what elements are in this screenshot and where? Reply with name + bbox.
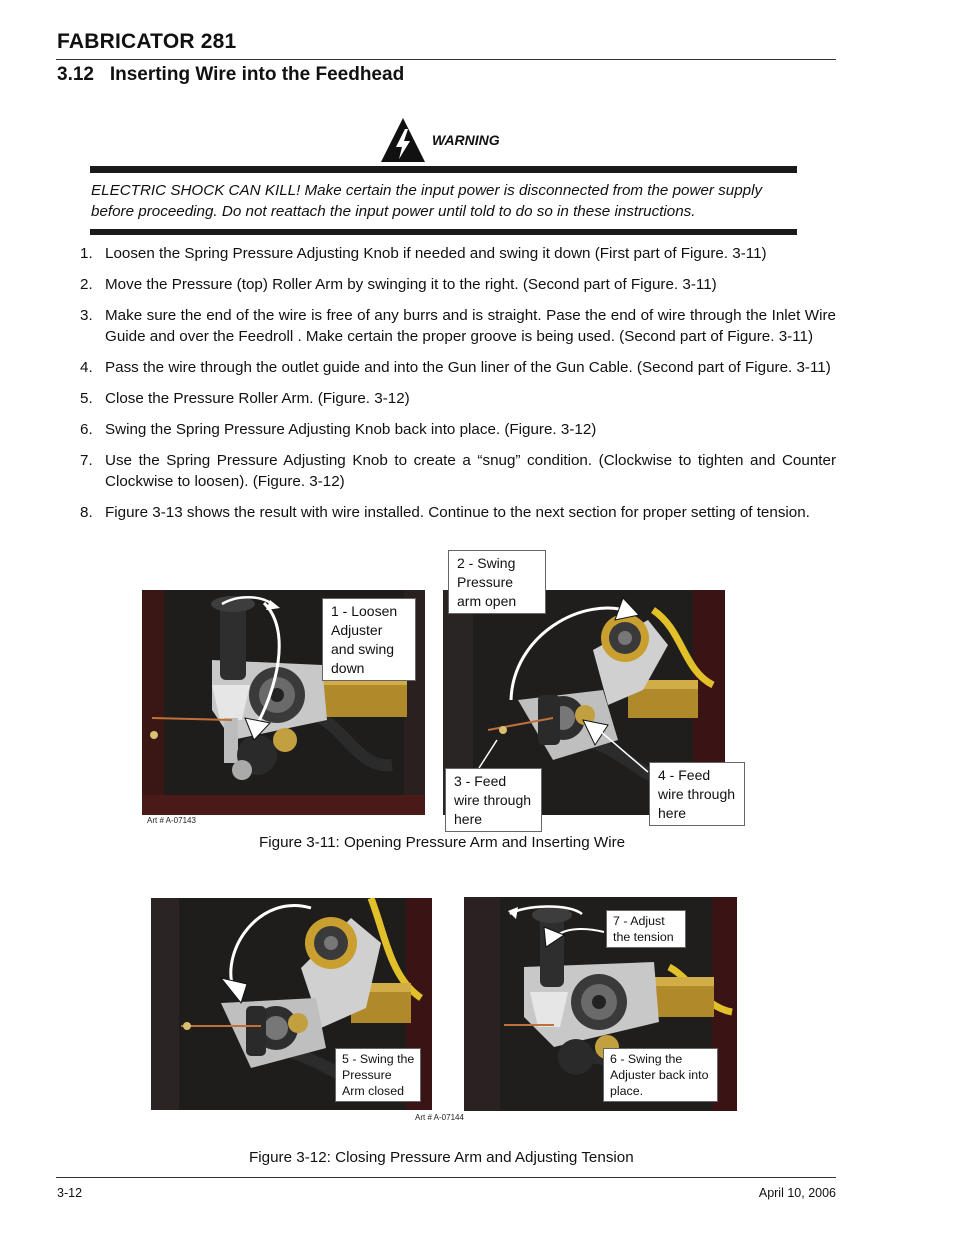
callout-6: 6 - Swing the Adjuster back into place.	[603, 1048, 718, 1102]
art-number: Art # A-07144	[415, 1113, 464, 1122]
step-item: 6. Swing the Spring Pressure Adjusting Knob back into place. (Figure. 3-12)	[80, 421, 597, 438]
document-title: FABRICATOR 281	[57, 30, 237, 53]
step-item: 2. Move the Pressure (top) Roller Arm by swinging it to the right. (Second part of Figure. 3-11)	[80, 276, 717, 293]
callout-1: 1 - Loosen Adjuster and swing down	[322, 598, 416, 681]
warning-bar-top	[90, 166, 797, 173]
footer-rule	[56, 1177, 836, 1178]
callout-5: 5 - Swing the Pressure Arm closed	[335, 1048, 421, 1102]
step-item: 7. Use the Spring Pressure Adjusting Knob to create a “snug” condition. (Clockwise to tighten and Counter Clockwise to loosen). (Figure. 3-12)	[80, 452, 836, 490]
section-title: 3.12 Inserting Wire into the Feedhead	[57, 64, 405, 85]
step-item: 4. Pass the wire through the outlet guide and into the Gun liner of the Gun Cable. (Second part of Figure. 3-11)	[80, 359, 831, 376]
header-rule	[56, 59, 836, 60]
callout-7: 7 - Adjust the tension	[606, 910, 686, 948]
instruction-steps	[80, 243, 836, 533]
step-item: 5. Close the Pressure Roller Arm. (Figure. 3-12)	[80, 390, 410, 407]
figure-caption: Figure 3-11: Opening Pressure Arm and Inserting Wire	[259, 834, 626, 851]
figure-caption: Figure 3-12: Closing Pressure Arm and Adjusting Tension	[249, 1149, 634, 1166]
electric-shock-warning-icon	[380, 117, 426, 163]
step-item: 8. Figure 3-13 shows the result with wire installed. Continue to the next section for proper setting of tension.	[80, 504, 810, 521]
warning-header	[380, 116, 500, 164]
warning-bar-bottom	[90, 229, 797, 235]
callout-2: 2 - Swing Pressure arm open	[448, 550, 546, 614]
art-number: Art # A-07143	[147, 816, 196, 825]
callout-3: 3 - Feed wire through here	[445, 768, 542, 832]
publication-date: April 10, 2006	[758, 1186, 836, 1200]
page-number: 3-12	[57, 1186, 83, 1200]
warning-label: WARNING	[432, 132, 500, 148]
step-item: 1. Loosen the Spring Pressure Adjusting Knob if needed and swing it down (First part of Figure. 3-11)	[80, 245, 767, 262]
warning-text: ELECTRIC SHOCK CAN KILL! Make certain the input power is disconnected from the power supply before proceeding. Do not reattach the input power until told to do so in these instructions.	[91, 182, 763, 220]
callout-4: 4 - Feed wire through here	[649, 762, 745, 826]
step-item: 3. Make sure the end of the wire is free of any burrs and is straight. Pase the end of wire through the Inlet Wire Guide and over the Feedroll . Make certain the proper groove is being used. (Second part of Figure. 3-11)	[80, 307, 836, 345]
